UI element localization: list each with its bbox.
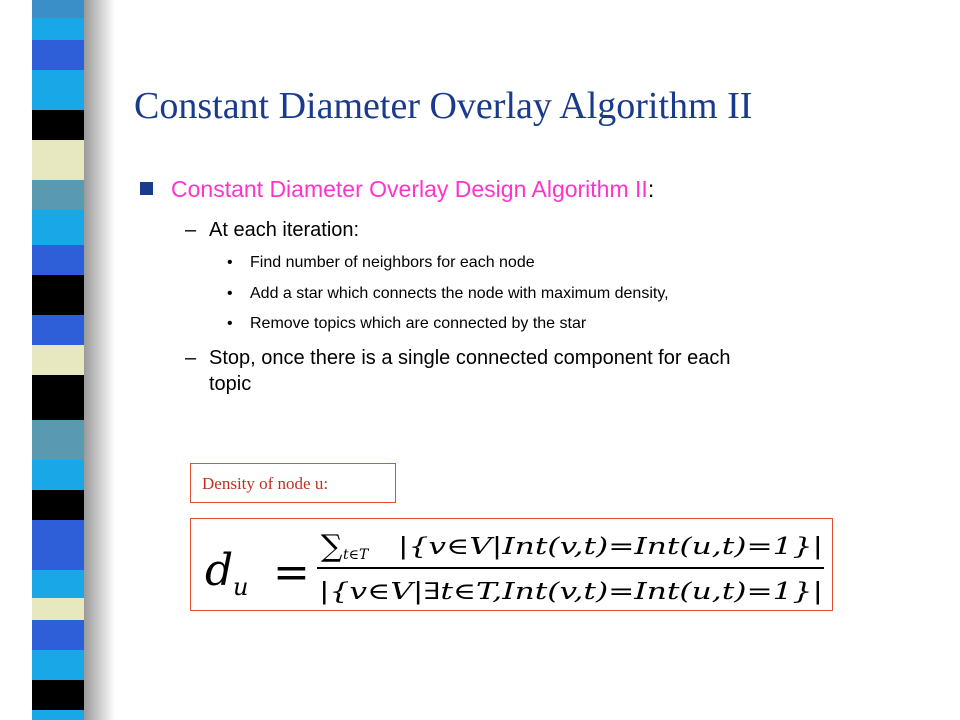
slide-title: Constant Diameter Overlay Algorithm II — [134, 85, 753, 127]
formula-equals: = — [273, 547, 310, 598]
stripe-block — [32, 375, 84, 420]
main-bullet-suffix: : — [647, 176, 655, 202]
formula-lhs-subscript: u — [233, 573, 249, 601]
density-label: Density of node u: — [202, 474, 329, 493]
stripe-block — [32, 18, 84, 40]
formula-denominator: |{v∈V|∃t∈T,Int(v,t)=Int(u,t)=1}| — [319, 579, 823, 605]
stripe-block — [32, 70, 84, 110]
level3-text: Add a star which connects the node with maximum density, — [250, 285, 669, 302]
stripe-block — [32, 620, 84, 650]
stripe-block — [32, 598, 84, 620]
square-bullet-icon — [140, 182, 153, 195]
stripe-block — [32, 210, 84, 245]
stripe-block — [32, 520, 84, 570]
stripe-block — [32, 570, 84, 598]
formula-lhs: d — [205, 545, 234, 596]
density-formula — [191, 519, 832, 610]
bullet-dot-icon: • — [227, 315, 233, 332]
formula-numerator: |{v∈V|Int(v,t)=Int(u,t)=1}| — [398, 534, 823, 560]
level2-text: At each iteration: — [209, 219, 360, 241]
density-formula-box — [190, 518, 833, 611]
level3-text: Remove topics which are connected by the star — [250, 315, 587, 332]
stripe-block — [32, 710, 84, 720]
main-bullet-highlight: Constant Diameter Overlay Design Algorithm II — [171, 176, 648, 202]
stripe-block — [32, 40, 84, 70]
stripe-block — [32, 680, 84, 710]
bullet-dot-icon: • — [227, 254, 233, 271]
stripe-block — [32, 490, 84, 520]
stripe-block — [32, 275, 84, 315]
level2-text-line1: Stop, once there is a single connected component for each — [209, 347, 731, 369]
bullet-dot-icon: • — [227, 285, 233, 302]
level2-text-line2: topic — [209, 373, 252, 395]
decorative-stripe-bar — [0, 0, 115, 720]
stripe-block — [32, 140, 84, 180]
formula-sum-symbol: ∑ — [321, 529, 343, 564]
level3-text: Find number of neighbors for each node — [250, 254, 535, 271]
dash-marker: – — [185, 219, 197, 241]
stripe-block — [32, 420, 84, 460]
stripe-block — [32, 650, 84, 680]
dash-marker: – — [185, 347, 197, 369]
stripe-block — [32, 315, 84, 345]
stripe-block — [32, 245, 84, 275]
stripe-block — [32, 0, 84, 18]
stripe-block — [32, 460, 84, 490]
formula-sum-subscript: t∈T — [343, 547, 369, 563]
stripe-block — [32, 110, 84, 140]
stripe-block — [32, 345, 84, 375]
stripe-block — [32, 180, 84, 210]
main-bullet — [140, 176, 654, 203]
density-label-box — [190, 463, 396, 503]
